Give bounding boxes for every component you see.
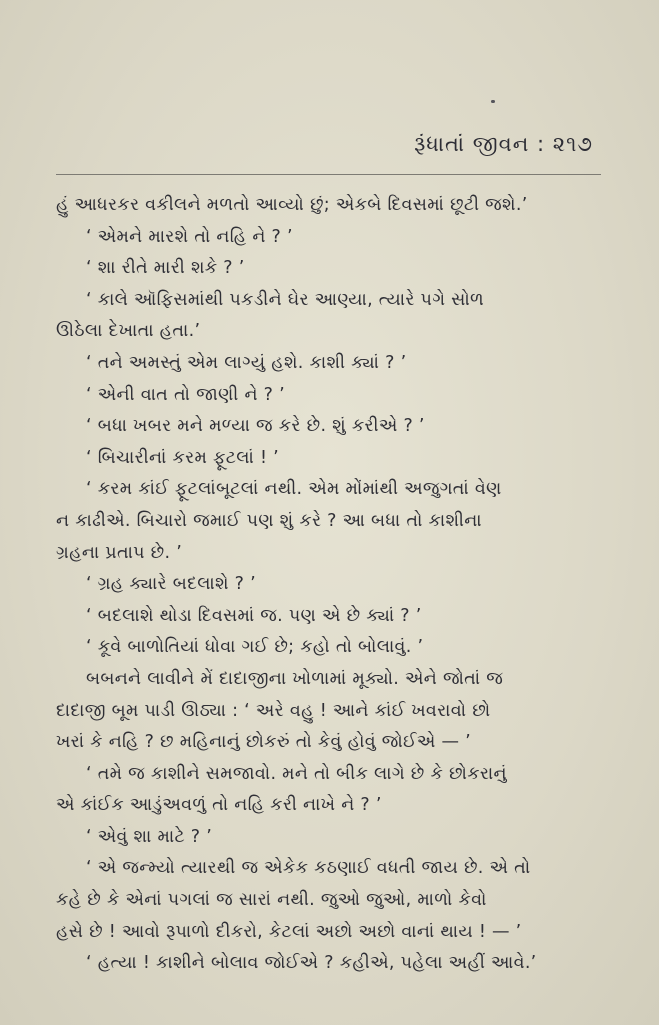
- text-line: દાદાજી બૂમ પાડી ઊઠ્યા : ‘ અરે વહુ ! આને કાંઈ ખવરાવો છો: [56, 700, 491, 721]
- text-line: ‘ બદલાશે થોડા દિવસમાં જ. પણ એ છે ક્યાં ? ’: [86, 605, 422, 626]
- text-line: ખરાં કે નહિ ? છ મહિનાનું છોકરું તો કેવું હોવું જોઈએ — ’: [56, 732, 471, 753]
- text-line: ‘ તમે જ કાશીને સમજાવો. મને તો બીક લાગે છે કે છોકરાનું: [86, 763, 507, 784]
- text-line: ન કાઢીએ. બિચારો જમાઈ પણ શું કરે ? આ બધા તો કાશીના: [56, 510, 482, 531]
- text-line: ‘ એમને મારશે તો નહિ ને ? ’: [86, 226, 293, 247]
- text-line: કહે છે કે એનાં પગલાં જ સારાં નથી. જુઓ જુઓ, માળો કેવો: [56, 890, 487, 911]
- text-line: ઊઠેલા દેખાતા હતા.’: [56, 321, 201, 342]
- text-line: હું આધરકર વકીલને મળતો આવ્યો છું; એકબે દિવસમાં છૂટી જશે.’: [56, 195, 528, 215]
- ink-speck: [491, 100, 495, 103]
- text-line: ‘ તને અમસ્તું એમ લાગ્યું હશે. કાશી ક્યાં ? ’: [86, 352, 407, 373]
- text-line: એ કાંઈક આડુંઅવળું તો નહિ કરી નાખે ને ? ’: [56, 795, 382, 816]
- text-line: ‘ કરમ કાંઈ ફૂટલાંબૂટલાં નથી. એમ મોંમાંથી અજુગતાં વેણ: [86, 479, 502, 500]
- text-line: ‘ કૂવે બાળોતિયાં ધોવા ગઈ છે; કહો તો બોલાવું. ’: [86, 637, 424, 658]
- body-text: [56, 190, 616, 980]
- text-line: ‘ બધા ખબર મને મળ્યા જ કરે છે. શું કરીએ ? ’: [86, 416, 425, 437]
- text-line: ‘ બિચારીનાં કરમ ફૂટલાં ! ’: [86, 447, 279, 468]
- text-line: ‘ હત્યા ! કાશીને બોલાવ જોઈએ ? કહીએ, પહેલા અહીં આવે.’: [86, 953, 537, 974]
- text-line: ‘ કાલે ઑફિસમાંથી પકડીને ઘેર આણ્યા, ત્યારે પગે સોળ: [86, 289, 484, 310]
- text-line: ‘ શા રીતે મારી શકે ? ’: [86, 258, 245, 279]
- text-line: બબનને લાવીને મેં દાદાજીના ખોળામાં મૂક્યો. એને જોતાં જ: [86, 668, 504, 689]
- text-line: ‘ એ જન્મ્યો ત્યારથી જ એકેક કઠણાઈ વધતી જાય છે. એ તો: [86, 858, 531, 879]
- text-line: ‘ ગ્રહ ક્યારે બદલાશે ? ’: [86, 574, 256, 595]
- header-rule: [56, 174, 601, 175]
- running-header: રૂંધાતાં જીવન : ૨૧૭: [414, 132, 593, 156]
- text-line: ગ્રહના પ્રતાપ છે. ’: [56, 542, 183, 563]
- text-line: ‘ એની વાત તો જાણી ને ? ’: [86, 384, 285, 405]
- text-line: હસે છે ! આવો રૂપાળો દીકરો, કેટલાં અછો અછો વાનાં થાય ! — ’: [56, 921, 522, 942]
- text-line: ‘ એવું શા માટે ? ’: [86, 826, 213, 847]
